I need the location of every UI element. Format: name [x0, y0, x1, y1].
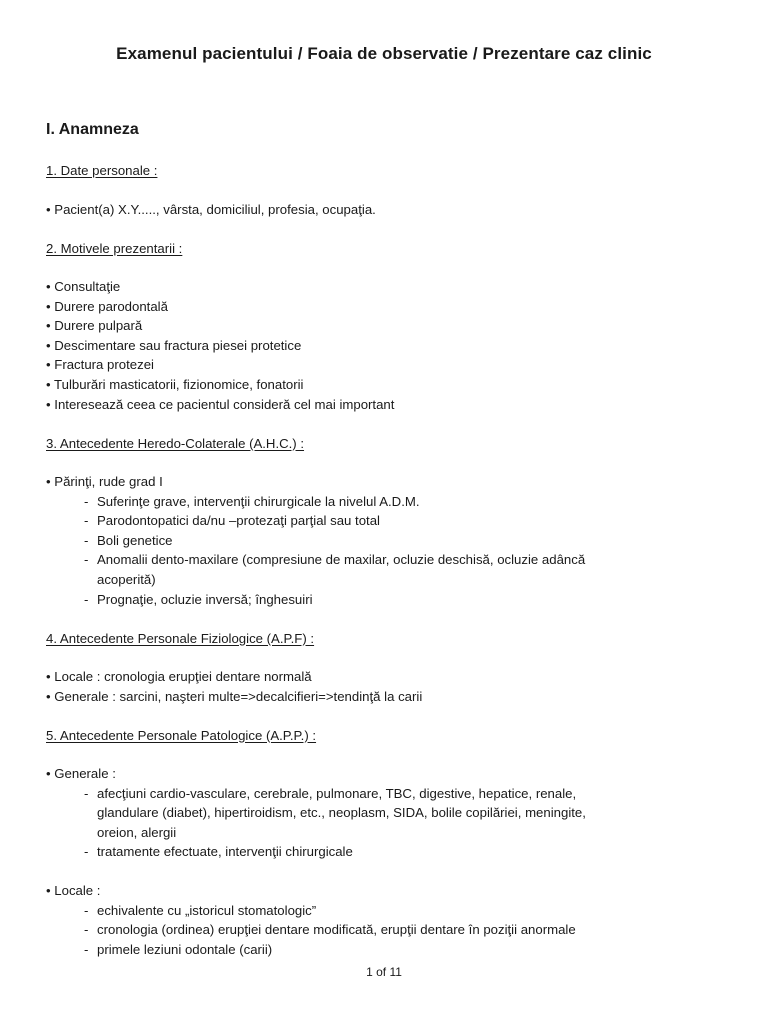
section-heading-anamneza: I. Anamneza — [46, 121, 139, 138]
s3-subitem-continuation: acoperită) — [97, 572, 156, 587]
dash-marker: - — [84, 532, 89, 548]
dash-marker: - — [84, 922, 89, 938]
s3-subitem-text: Parodontopatici da/nu –protezaţi parţial sau total — [97, 513, 380, 529]
s2-item: • Tulburări masticatorii, fizionomice, fonatorii — [46, 377, 304, 392]
s2-item: • Durere pulpară — [46, 318, 143, 334]
s2-item: • Descimentare sau fractura piesei protetice — [46, 337, 302, 353]
s3-subitem-text: Anomalii dento-maxilare (compresiune de maxilar, ocluzie deschisă, ocluzie adâncă — [97, 552, 586, 568]
s3-heading: 3. Antecedente Heredo-Colaterale (A.H.C.) : — [46, 435, 305, 451]
dash-marker: - — [84, 785, 89, 801]
s5-local-subitem-text: primele leziuni odontale (carii) — [97, 941, 273, 957]
s2-heading: 2. Motivele prezentarii : — [46, 241, 183, 256]
s5-general-continuation: glandulare (diabet), hipertiroidism, etc., neoplasm, SIDA, bolile copilăriei, meningite, — [97, 805, 586, 821]
s2-item: • Fractura protezei — [46, 357, 154, 373]
s5-heading: 5. Antecedente Personale Patologice (A.P.P.) : — [46, 727, 317, 743]
s3-subitem-text: Boli genetice — [97, 532, 173, 548]
dash-marker: - — [84, 552, 89, 568]
page-number: 1 of 11 — [366, 965, 402, 979]
dash-marker: - — [84, 941, 89, 957]
dash-marker: - — [84, 513, 89, 529]
s1-heading: 1. Date personale : — [46, 163, 158, 178]
dash-marker: - — [84, 902, 89, 918]
s1-item: • Pacient(a) X.Y....., vârsta, domiciliul, profesia, ocupaţia. — [46, 202, 376, 217]
s5-general-subitem-text: afecţiuni cardio-vasculare, cerebrale, pulmonare, TBC, digestive, hepatice, renale, — [97, 785, 577, 801]
s5-general-bullet: • Generale : — [46, 766, 116, 781]
s5-local-bullet: • Locale : — [46, 883, 101, 898]
dash-marker: - — [84, 844, 89, 860]
document-title: Examenul pacientului / Foaia de observatie / Prezentare caz clinic — [116, 44, 652, 63]
s3-subitem-text: Prognaţie, ocluzie inversă; înghesuiri — [97, 591, 313, 607]
s4-heading: 4. Antecedente Personale Fiziologice (A.P.F) : — [46, 630, 315, 646]
s5-general-continuation: oreion, alergii — [97, 824, 177, 840]
s3-subitem-text: Suferinţe grave, intervenţii chirurgicale la nivelul A.D.M. — [97, 493, 420, 509]
dash-marker: - — [84, 493, 89, 509]
dash-marker: - — [84, 591, 89, 607]
s2-item: • Interesează ceea ce pacientul consideră cel mai important — [46, 396, 395, 412]
s4-item: • Generale : sarcini, naşteri multe=>decalcifieri=>tendinţă la carii — [46, 688, 423, 704]
s2-item: • Durere parodontală — [46, 298, 168, 314]
s5-general-subitem-text: tratamente efectuate, intervenţii chirurgicale — [97, 844, 353, 860]
s3-bullet: • Părinţi, rude grad I — [46, 474, 163, 489]
s2-item: • Consultaţie — [46, 279, 121, 294]
s4-item: • Locale : cronologia erupţiei dentare normală — [46, 669, 312, 684]
s5-local-subitem-text: cronologia (ordinea) erupţiei dentare modificată, erupţii dentare în poziţii anormale — [97, 922, 576, 938]
s5-local-subitem-text: echivalente cu „istoricul stomatologic” — [97, 902, 317, 918]
